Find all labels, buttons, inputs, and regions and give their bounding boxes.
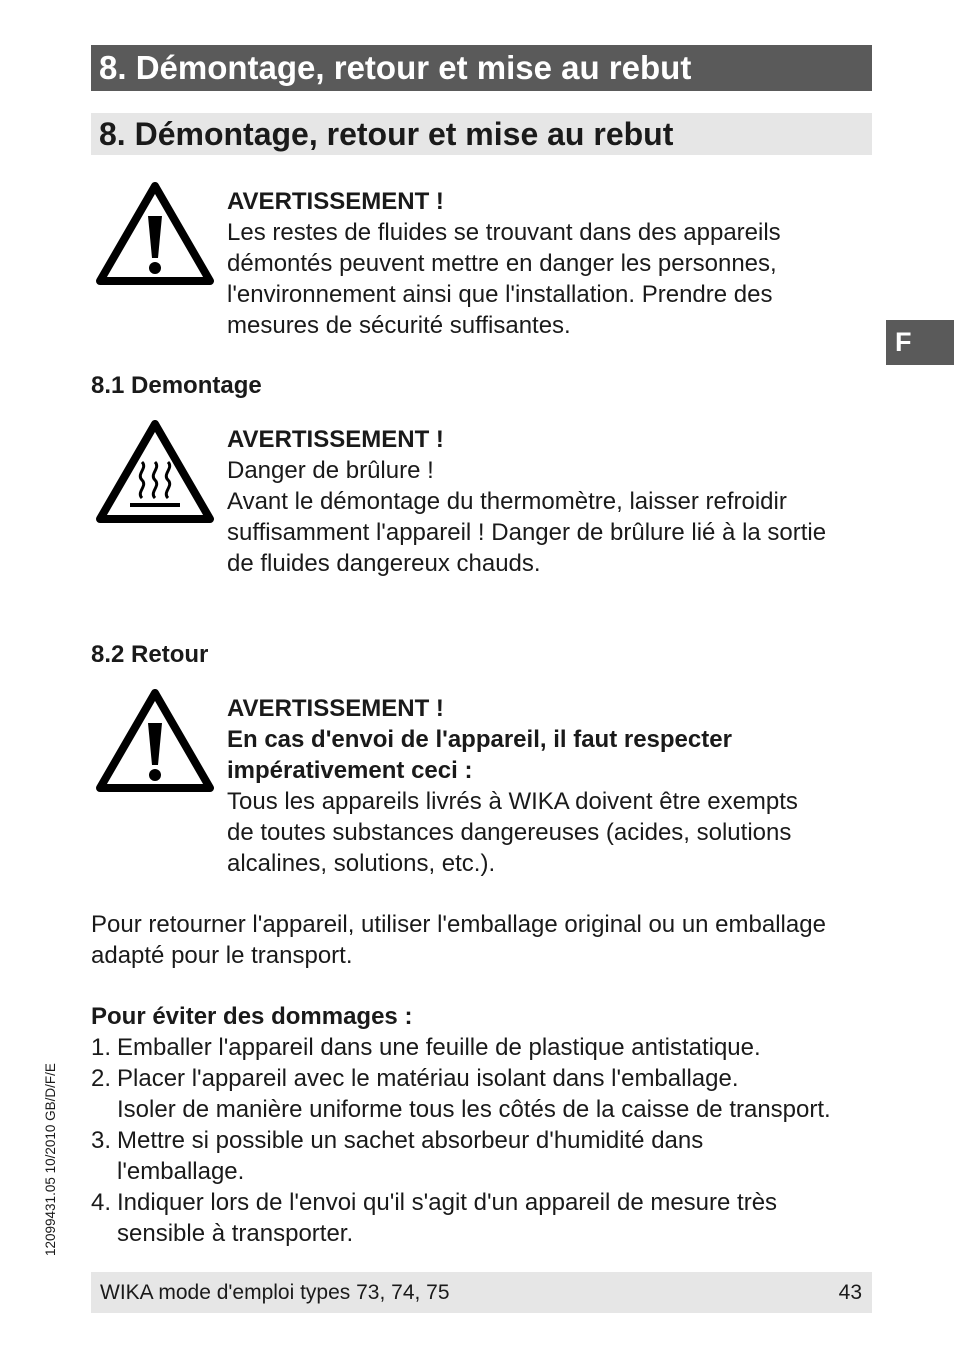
list-item-text: sensible à transporter.: [117, 1220, 354, 1247]
damage-heading: Pour éviter des dommages :: [91, 1003, 413, 1030]
language-tab: F: [886, 320, 954, 365]
warning-burn-text: [227, 424, 826, 579]
warning-line: alcalines, solutions, etc.).: [227, 850, 496, 877]
hot-surface-warning-icon: [96, 420, 214, 524]
chapter-header: 8. Démontage, retour et mise au rebut: [91, 45, 872, 91]
heading-retour: 8.2 Retour: [91, 641, 209, 668]
list-item: [91, 1187, 831, 1249]
warning-line: démontés peuvent mettre en danger les personnes,: [227, 250, 777, 277]
list-item: [91, 1125, 831, 1187]
list-item-number: 1.: [91, 1034, 112, 1061]
list-item: [91, 1032, 831, 1063]
document-code: 12099431.05 10/2010 GB/D/F/E: [43, 1063, 58, 1256]
warning-line: mesures de sécurité suffisantes.: [227, 312, 571, 339]
list-item-number: 3.: [91, 1127, 112, 1154]
warning-line: Avant le démontage du thermomètre, laisser refroidir: [227, 488, 787, 515]
warning-triangle-icon: [96, 689, 214, 793]
warning-line: Les restes de fluides se trouvant dans des appareils: [227, 219, 781, 246]
warning-line: Danger de brûlure !: [227, 457, 434, 484]
warning-line: de fluides dangereux chauds.: [227, 550, 541, 577]
warning-bold-line: impérativement ceci :: [227, 757, 473, 784]
page-footer: [91, 1272, 872, 1313]
paragraph-line: Pour retourner l'appareil, utiliser l'emballage original ou un emballage: [91, 911, 826, 938]
list-item-number: 4.: [91, 1189, 112, 1216]
steps-list: [91, 1032, 831, 1249]
warning-title: AVERTISSEMENT !: [227, 188, 444, 215]
paragraph-line: adapté pour le transport.: [91, 942, 353, 969]
warning-line: suffisamment l'appareil ! Danger de brûlure lié à la sortie: [227, 519, 827, 546]
list-item-text: Emballer l'appareil dans une feuille de plastique antistatique.: [117, 1034, 761, 1061]
warning-triangle-icon: [96, 182, 214, 286]
warning-return-text: [227, 693, 798, 879]
footer-title: WIKA mode d'emploi types 73, 74, 75: [100, 1280, 450, 1304]
return-paragraph: [91, 909, 826, 971]
warning-title: AVERTISSEMENT !: [227, 695, 444, 722]
warning-line: l'environnement ainsi que l'installation. Prendre des: [227, 281, 773, 308]
list-item-text: l'emballage.: [117, 1158, 245, 1185]
warning-general-text: [227, 186, 781, 341]
list-item: [91, 1063, 831, 1125]
warning-line: Tous les appareils livrés à WIKA doivent être exempts: [227, 788, 798, 815]
page-number: 43: [838, 1280, 862, 1304]
section-title: 8. Démontage, retour et mise au rebut: [91, 113, 872, 155]
list-item-text: Isoler de manière uniforme tous les côtés de la caisse de transport.: [117, 1096, 831, 1123]
list-item-text: Mettre si possible un sachet absorbeur d'humidité dans: [117, 1127, 704, 1154]
list-item-text: Indiquer lors de l'envoi qu'il s'agit d'un appareil de mesure très: [117, 1189, 778, 1216]
list-item-number: 2.: [91, 1065, 112, 1092]
warning-line: de toutes substances dangereuses (acides, solutions: [227, 819, 792, 846]
warning-title: AVERTISSEMENT !: [227, 426, 444, 453]
list-item-text: Placer l'appareil avec le matériau isolant dans l'emballage.: [117, 1065, 739, 1092]
heading-demontage: 8.1 Demontage: [91, 372, 262, 399]
warning-bold-line: En cas d'envoi de l'appareil, il faut respecter: [227, 726, 732, 753]
